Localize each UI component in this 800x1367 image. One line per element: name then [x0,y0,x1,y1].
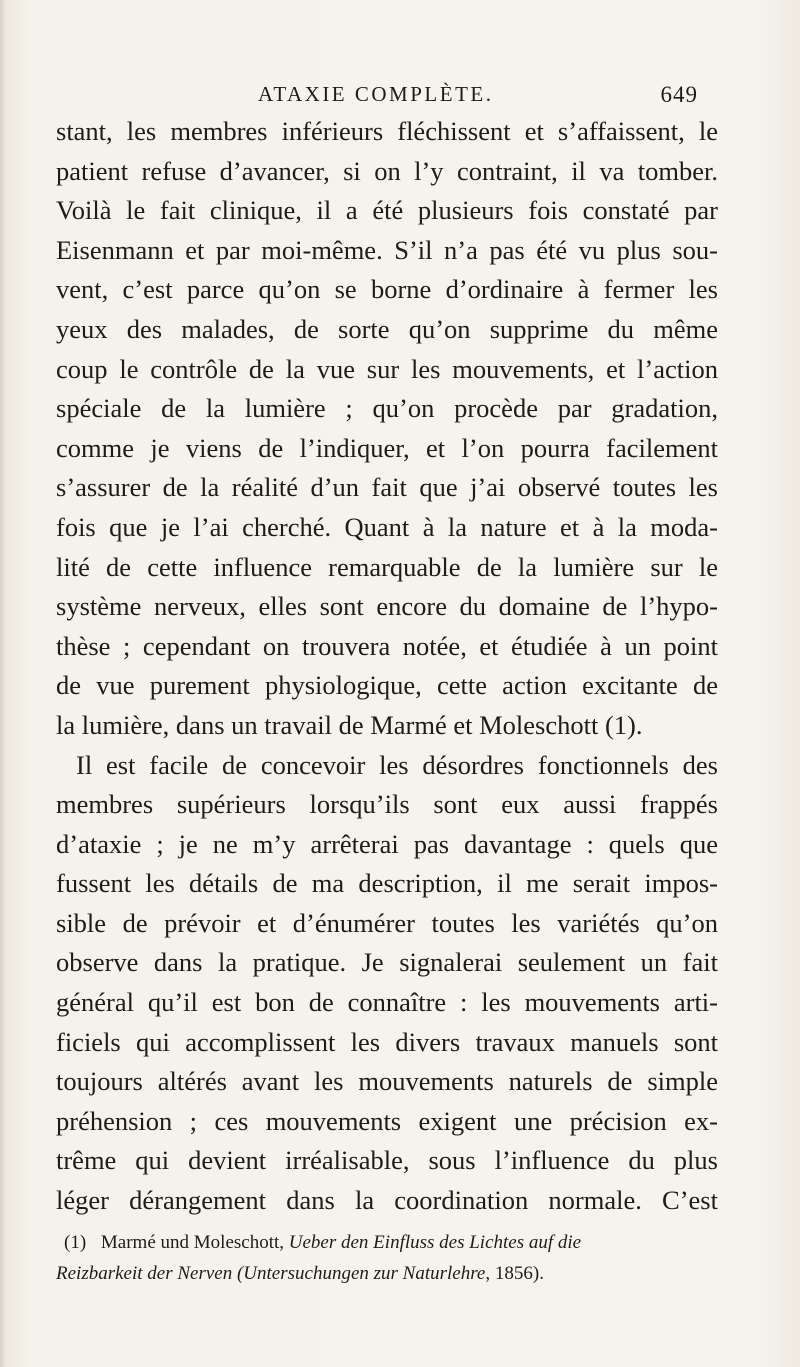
paragraph-start-line: Il est facile de concevoir les désordres fonctionnels des [76,749,718,780]
text-line: fois que je l’ai cherché. Quant à la nature et à la moda- [56,511,718,542]
running-header [258,82,698,114]
header-title: ATAXIE COMPLÈTE. [258,82,494,106]
body-text [56,112,718,1221]
text-line: yeux des malades, de sorte qu’on supprime du même [56,313,718,344]
text-line: coup le contrôle de la vue sur les mouvements, et l’action [56,353,718,384]
text-line: comme je viens de l’indiquer, et l’on pourra facilement [56,432,718,463]
page-edge-shadow [0,0,6,1367]
text-line: la lumière, dans un travail de Marmé et Moleschott (1). [56,709,643,740]
text-line: trême qui devient irréalisable, sous l’influence du plus [56,1145,718,1176]
text-line: d’ataxie ; je ne m’y arrêterai pas davantage : quels que [56,828,718,859]
text-line: de vue purement physiologique, cette action excitante de [56,670,718,701]
text-line: membres supérieurs lorsqu’ils sont eux aussi frappés [56,789,718,820]
footnote-line-1 [56,1227,718,1258]
text-line: préhension ; ces mouvements exigent une précision ex- [56,1105,718,1136]
text-line: fussent les détails de ma description, il me serait impos- [56,868,718,899]
text-line: lité de cette influence remarquable de la lumière sur le [56,551,718,582]
footnote-year: , 1856). [485,1263,544,1284]
text-line: Eisenmann et par moi-même. S’il n’a pas été vu plus sou- [56,234,718,265]
text-line: spéciale de la lumière ; qu’on procède par gradation, [56,393,718,424]
text-line: s’assurer de la réalité d’un fait que j’ai observé toutes les [56,472,718,503]
text-line: observe dans la pratique. Je signalerai seulement un fait [56,947,718,978]
text-line: vent, c’est parce qu’on se borne d’ordinaire à fermer les [56,274,718,305]
text-line: thèse ; cependant on trouvera notée, et étudiée à un point [56,630,718,661]
footnote-authors: Marmé und Moleschott, [100,1232,285,1253]
text-line: patient refuse d’avancer, si on l’y contraint, il va tomber. [56,155,718,186]
footnote-line-2 [56,1258,718,1289]
text-line: léger dérangement dans la coordination normale. C’est [56,1185,718,1216]
footnote-title: Ueber den Einfluss des Lichtes auf die [288,1232,582,1253]
footnote-title-continued: Reizbarkeit der Nerven [56,1263,233,1284]
text-line: Voilà le fait clinique, il a été plusieurs fois constaté par [56,195,718,226]
text-line: système nerveux, elles sont encore du domaine de l’hypo- [56,591,718,622]
footnote-number: (1) [64,1232,87,1253]
text-line: stant, les membres inférieurs fléchissent et s’affaissent, le [56,116,718,146]
text-line: sible de prévoir et d’énumérer toutes les variétés qu’on [56,907,718,938]
footnote [56,1227,718,1289]
footnote-series: (Untersuchungen zur Naturlehre [236,1263,486,1284]
text-line: toujours altérés avant les mouvements naturels de simple [56,1066,718,1097]
text-line: ficiels qui accomplissent les divers travaux manuels sont [56,1026,718,1057]
text-line: général qu’il est bon de connaître : les mouvements arti- [56,987,718,1018]
page-number: 649 [660,82,698,107]
